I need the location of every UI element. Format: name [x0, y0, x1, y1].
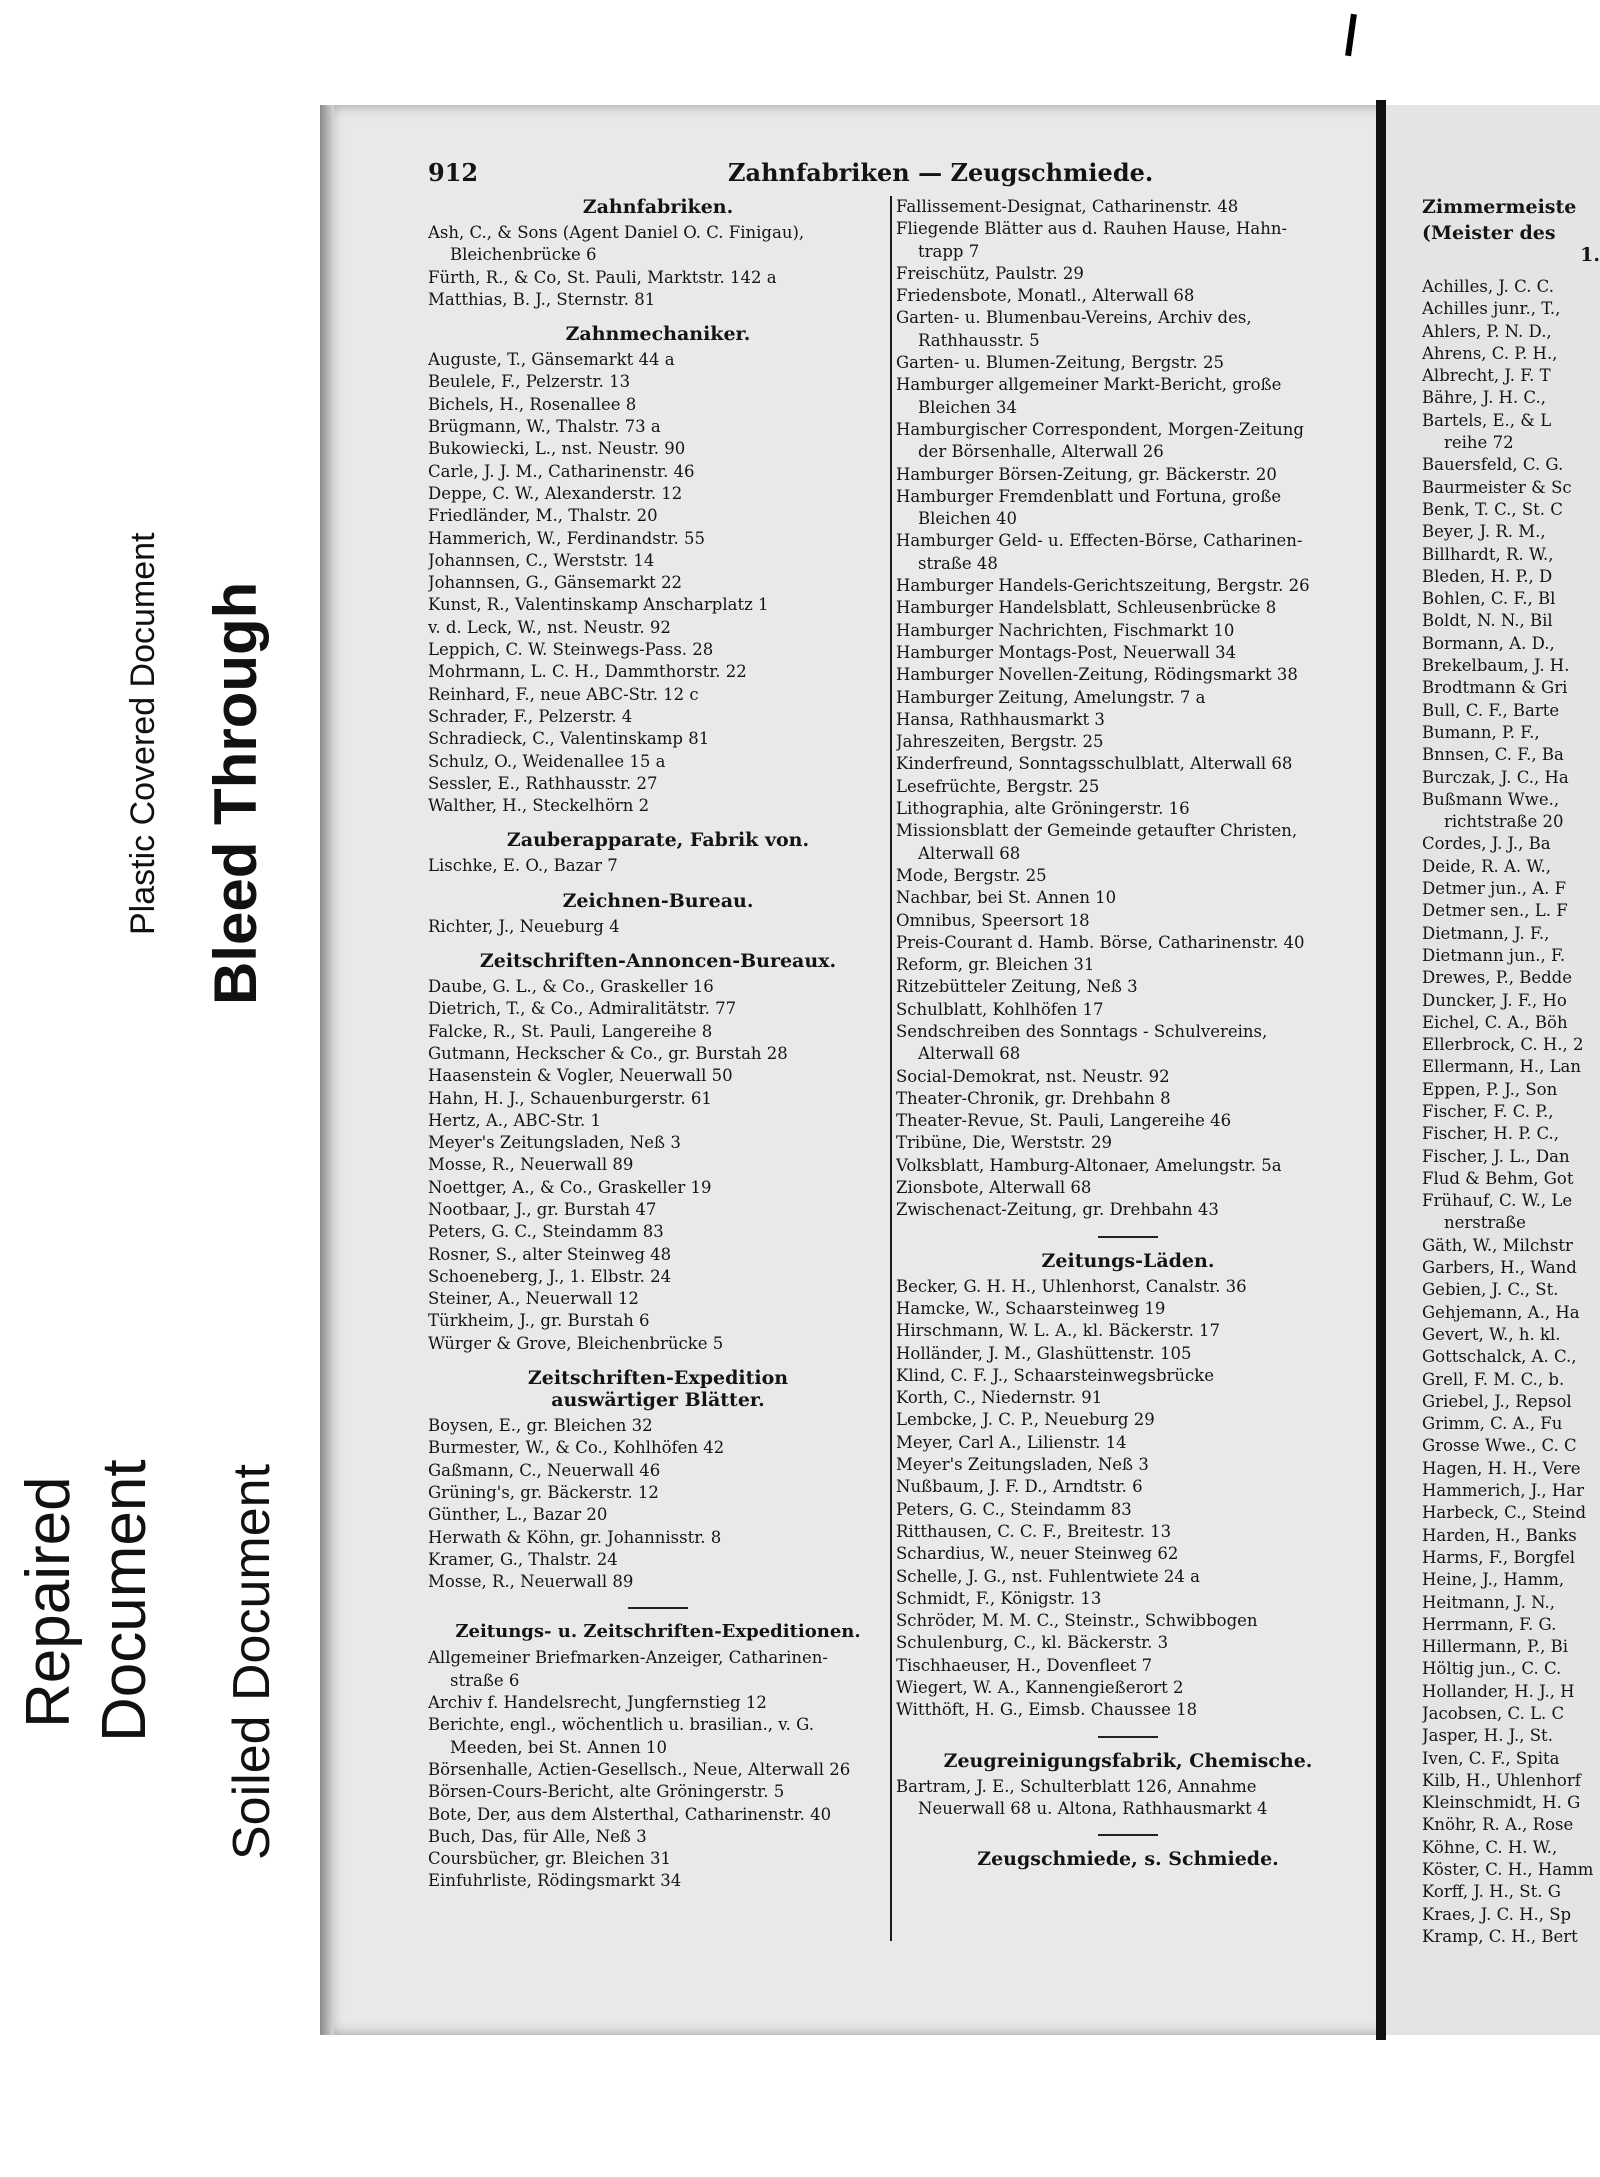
entry: Bormann, A. D., — [1422, 633, 1555, 653]
entry: Fürth, R., & Co, St. Pauli, Marktstr. 142 a — [428, 267, 777, 287]
entry: Bote, Der, aus dem Alsterthal, Catharinenstr. 40 — [428, 1804, 832, 1824]
entry: Hamburger Fremdenblatt und Fortuna, große — [896, 486, 1282, 506]
section-heading: (Meister des — [1422, 222, 1556, 244]
middle-column — [896, 196, 1360, 1956]
entry: Boysen, E., gr. Bleichen 32 — [428, 1416, 653, 1436]
entry: Dietmann jun., F. — [1422, 945, 1566, 965]
entry: Schulenburg, C., kl. Bäckerstr. 3 — [896, 1633, 1169, 1653]
repaired-label-line1: Repaired — [14, 1476, 83, 1728]
entry: Schardius, W., neuer Steinweg 62 — [896, 1544, 1179, 1564]
entry: Burmester, W., & Co., Kohlhöfen 42 — [428, 1438, 725, 1458]
entry: Becker, G. H. H., Uhlenhorst, Canalstr. 36 — [896, 1276, 1247, 1296]
entry: Bußmann Wwe., — [1422, 789, 1560, 809]
entry: Rathhausstr. 5 — [918, 330, 1040, 350]
entry: Hamcke, W., Schaarsteinweg 19 — [896, 1298, 1166, 1318]
section-heading: Zeitungs- u. Zeitschriften-Expeditionen. — [455, 1621, 861, 1643]
entry: Eppen, P. J., Son — [1422, 1079, 1558, 1099]
separator — [1098, 1736, 1158, 1738]
entry: Fliegende Blätter aus d. Rauhen Hause, Hahn- — [896, 219, 1288, 239]
entry: Frühauf, C. W., Le — [1422, 1191, 1573, 1211]
soiled-document-label: Soiled Document — [223, 1464, 281, 1860]
entry: Ellerbrock, C. H., 2 — [1422, 1035, 1584, 1055]
entry: Garten- u. Blumenbau-Vereins, Archiv des, — [896, 308, 1252, 328]
entry: Buch, Das, für Alle, Neß 3 — [428, 1826, 647, 1846]
scan-mark — [1345, 14, 1357, 56]
entry: Missionsblatt der Gemeinde getaufter Christen, — [896, 821, 1298, 841]
entry: Hagen, H. H., Vere — [1422, 1458, 1581, 1478]
entry: reihe 72 — [1444, 433, 1514, 453]
entry: Flud & Behm, Got — [1422, 1168, 1574, 1188]
entry: Johannsen, G., Gänsemarkt 22 — [428, 573, 683, 593]
entry: Bnnsen, C. F., Ba — [1422, 745, 1564, 765]
entry: Bull, C. F., Barte — [1422, 700, 1560, 720]
page-header — [428, 158, 1154, 188]
entry: Bleden, H. P., D — [1422, 566, 1553, 586]
entry: Nootbaar, J., gr. Burstah 47 — [428, 1199, 657, 1219]
entry: Meyer's Zeitungsladen, Neß 3 — [428, 1133, 681, 1153]
entry: Boldt, N. N., Bil — [1422, 611, 1553, 631]
entry: Einfuhrliste, Rödingsmarkt 34 — [428, 1871, 682, 1891]
entry: Bartels, E., & L — [1422, 410, 1552, 430]
entry: Jacobsen, C. L. C — [1422, 1704, 1565, 1723]
entry: Mosse, R., Neuerwall 89 — [428, 1572, 634, 1592]
entry: Meeden, bei St. Annen 10 — [450, 1737, 667, 1757]
entry: Tribüne, Die, Werststr. 29 — [896, 1133, 1113, 1153]
entry: Bauersfeld, C. G. — [1422, 455, 1564, 475]
section-heading: Zeugschmiede, s. Schmiede. — [977, 1848, 1279, 1871]
entry: Hamburger Novellen-Zeitung, Rödingsmarkt 38 — [896, 665, 1298, 685]
entry: Jahreszeiten, Bergstr. 25 — [896, 732, 1104, 752]
entry: richtstraße 20 — [1444, 812, 1564, 832]
entry: Kramer, G., Thalstr. 24 — [428, 1549, 618, 1569]
entry: Köhne, C. H. W., — [1422, 1837, 1558, 1857]
entry: Hahn, H. J., Schauenburgerstr. 61 — [428, 1088, 712, 1108]
entry: Beulele, F., Pelzerstr. 13 — [428, 372, 631, 392]
entry: Fischer, F. C. P., — [1422, 1101, 1554, 1121]
entry: Kinderfreund, Sonntagsschulblatt, Alterwall 68 — [896, 754, 1293, 774]
entry: Alterwall 68 — [918, 843, 1021, 863]
entry: Günther, L., Bazar 20 — [428, 1505, 608, 1525]
entry: Billhardt, R. W., — [1422, 544, 1554, 564]
entry: Eichel, C. A., Böh — [1422, 1012, 1568, 1032]
entry: Schrader, F., Pelzerstr. 4 — [428, 706, 633, 726]
entry: Türkheim, J., gr. Burstah 6 — [428, 1311, 650, 1331]
entry: nerstraße — [1444, 1213, 1526, 1233]
entry: Hertz, A., ABC-Str. 1 — [428, 1110, 602, 1130]
entry: Sendschreiben des Sonntags - Schulvereins, — [896, 1021, 1268, 1041]
entry: Kilb, H., Uhlenhorf — [1422, 1770, 1581, 1790]
entry: Kraes, J. C. H., Sp — [1422, 1904, 1572, 1924]
entry: Bartram, J. E., Schulterblatt 126, Annahme — [896, 1776, 1257, 1796]
entry: Hamburger Handels-Gerichtszeitung, Bergstr. 26 — [896, 576, 1310, 596]
entry: Drewes, P., Bedde — [1422, 968, 1572, 988]
entry: Theater-Revue, St. Pauli, Langereihe 46 — [896, 1111, 1232, 1131]
column-divider — [890, 196, 892, 1941]
entry: Gaßmann, C., Neuerwall 46 — [428, 1460, 661, 1480]
entry: Klind, C. F. J., Schaarsteinwegsbrücke — [896, 1365, 1215, 1385]
entry: Heitmann, J. N., — [1422, 1592, 1555, 1612]
entry-list — [428, 855, 888, 877]
entry: Achilles junr., T., — [1422, 299, 1561, 319]
entry: Brügmann, W., Thalstr. 73 a — [428, 417, 661, 437]
entry: Gutmann, Heckscher & Co., gr. Burstah 28 — [428, 1043, 788, 1063]
entry: Preis-Courant d. Hamb. Börse, Catharinenstr. 40 — [896, 932, 1305, 952]
entry: Bleichen 40 — [918, 509, 1017, 529]
entry: Mode, Bergstr. 25 — [896, 865, 1047, 885]
entry: Matthias, B. J., Sternstr. 81 — [428, 289, 656, 309]
entry: Daube, G. L., & Co., Graskeller 16 — [428, 977, 714, 997]
entry: Köster, C. H., Hamm — [1422, 1860, 1594, 1880]
entry: Friedländer, M., Thalstr. 20 — [428, 506, 658, 526]
entry: Alterwall 68 — [918, 1044, 1021, 1064]
entry: Detmer jun., A. F — [1422, 879, 1567, 899]
entry: Nußbaum, J. F. D., Arndtstr. 6 — [896, 1477, 1143, 1497]
entry: Duncker, J. F., Ho — [1422, 990, 1567, 1010]
entry: Garbers, H., Wand — [1422, 1258, 1577, 1278]
running-title: Zahnfabriken — Zeugschmiede. — [728, 158, 1154, 187]
entry: Lithographia, alte Gröningerstr. 16 — [896, 799, 1190, 819]
entry: Hammerich, W., Ferdinandstr. 55 — [428, 528, 705, 548]
entry: Auguste, T., Gänsemarkt 44 a — [428, 350, 675, 370]
entry: Beyer, J. R. M., — [1422, 522, 1546, 542]
entry: Schelle, J. G., nst. Fuhlentwiete 24 a — [896, 1566, 1200, 1586]
entry: Holländer, J. M., Glashüttenstr. 105 — [896, 1343, 1192, 1363]
entry: Herwath & Köhn, gr. Johannisstr. 8 — [428, 1527, 722, 1547]
entry: Falcke, R., St. Pauli, Langereihe 8 — [428, 1021, 713, 1041]
entry: trapp 7 — [918, 241, 980, 261]
section-subheading: 1. — [1580, 244, 1600, 266]
entry: Ritthausen, C. C. F., Breitestr. 13 — [896, 1521, 1172, 1541]
entry: Haasenstein & Vogler, Neuerwall 50 — [428, 1066, 733, 1086]
entry: Dietmann, J. F., — [1422, 923, 1550, 943]
entry: Lischke, E. O., Bazar 7 — [428, 856, 618, 876]
entry: Bichels, H., Rosenallee 8 — [428, 394, 637, 414]
entry: Schoeneberg, J., 1. Elbstr. 24 — [428, 1266, 672, 1286]
separator — [628, 1607, 688, 1609]
entry: straße 6 — [450, 1670, 520, 1690]
entry: Friedensbote, Monatl., Alterwall 68 — [896, 286, 1195, 306]
entry: Zwischenact-Zeitung, gr. Drehbahn 43 — [896, 1200, 1219, 1220]
entry: Detmer sen., L. F — [1422, 901, 1568, 921]
entry-list — [896, 1276, 1360, 1722]
entry: Lembcke, J. C. P., Neueburg 29 — [896, 1410, 1155, 1430]
section-heading: Zeitschriften-Annoncen-Bureaux. — [479, 950, 837, 973]
entry: Social-Demokrat, nst. Neustr. 92 — [896, 1066, 1170, 1086]
entry: Noettger, A., & Co., Graskeller 19 — [428, 1177, 712, 1197]
entry: Börsenhalle, Actien-Gesellsch., Neue, Alterwall 26 — [428, 1759, 851, 1779]
section-heading: Zeichnen-Bureau. — [562, 889, 754, 912]
repaired-label-strip — [0, 1360, 170, 1780]
entry: Albrecht, J. F. T — [1422, 366, 1551, 386]
entry: Kunst, R., Valentinskamp Anscharplatz 1 — [428, 595, 769, 615]
entry: Bukowiecki, L., nst. Neustr. 90 — [428, 439, 686, 459]
entry: Fallissement-Designat, Catharinenstr. 48 — [896, 197, 1239, 216]
entry: Deppe, C. W., Alexanderstr. 12 — [428, 483, 683, 503]
entry: Richter, J., Neueburg 4 — [428, 916, 620, 936]
entry: Würger & Grove, Bleichenbrücke 5 — [428, 1333, 724, 1353]
entry: Peters, G. C., Steindamm 83 — [896, 1499, 1132, 1519]
entry: Gebien, J. C., St. — [1422, 1280, 1559, 1300]
plastic-covered-label: Plastic Covered Document — [124, 532, 162, 935]
separator — [1098, 1834, 1158, 1836]
entry: Meyer's Zeitungsladen, Neß 3 — [896, 1455, 1149, 1475]
entry: Knöhr, R. A., Rose — [1422, 1815, 1574, 1835]
entry: Meyer, Carl A., Lilienstr. 14 — [896, 1432, 1127, 1452]
entry: Schulblatt, Kohlhöfen 17 — [896, 999, 1104, 1019]
repaired-label-line2: Document — [90, 1459, 159, 1742]
entry: Achilles, J. C. C. — [1422, 277, 1554, 296]
entry: Herrmann, F. G. — [1422, 1614, 1557, 1634]
separator — [1098, 1236, 1158, 1238]
entry: Kleinschmidt, H. G — [1422, 1793, 1581, 1813]
entry: Witthöft, H. G., Eimsb. Chaussee 18 — [896, 1700, 1198, 1720]
entry: Börsen-Cours-Bericht, alte Gröningerstr. 5 — [428, 1782, 785, 1802]
entry-list — [428, 349, 888, 817]
entry: Gehjemann, A., Ha — [1422, 1302, 1580, 1322]
entry: Jasper, H. J., St. — [1422, 1726, 1553, 1746]
entry: Coursbücher, gr. Bleichen 31 — [428, 1849, 671, 1869]
entry: Omnibus, Speersort 18 — [896, 910, 1090, 930]
entry: Walther, H., Steckelhörn 2 — [428, 796, 650, 816]
page-number: 912 — [428, 158, 479, 187]
entry: Burczak, J. C., Ha — [1422, 767, 1569, 787]
entry: Tischhaeuser, H., Dovenfleet 7 — [896, 1655, 1153, 1675]
entry-list — [896, 196, 1360, 1222]
page-gutter — [1376, 100, 1386, 2040]
entry: Grimm, C. A., Fu — [1422, 1414, 1563, 1434]
entry: Sessler, E., Rathhausstr. 27 — [428, 773, 658, 793]
entry: Peters, G. C., Steindamm 83 — [428, 1222, 664, 1242]
section-heading: Zeitungs-Läden. — [1041, 1249, 1215, 1272]
entry: Brekelbaum, J. H. — [1422, 656, 1570, 676]
entry: Volksblatt, Hamburg-Altonaer, Amelungstr. 5a — [896, 1155, 1282, 1175]
plastic-label-strip — [100, 320, 190, 960]
entry: Reinhard, F., neue ABC-Str. 12 c — [428, 684, 699, 704]
entry: Theater-Chronik, gr. Drehbahn 8 — [896, 1088, 1171, 1108]
entry: Harms, F., Borgfel — [1422, 1547, 1575, 1567]
entry: Hamburger Montags-Post, Neuerwall 34 — [896, 642, 1237, 662]
entry: v. d. Leck, W., nst. Neustr. 92 — [428, 617, 671, 637]
entry: Bohlen, C. F., Bl — [1422, 589, 1556, 609]
entry: Wiegert, W. A., Kannengießerort 2 — [896, 1678, 1184, 1697]
entry: Carle, J. J. M., Catharinenstr. 46 — [428, 461, 695, 481]
entry: Ash, C., & Sons (Agent Daniel O. C. Finigau), — [428, 223, 805, 242]
entry: Dietrich, T., & Co., Admiralitätstr. 77 — [428, 999, 737, 1019]
entry: Zionsbote, Alterwall 68 — [896, 1178, 1092, 1198]
entry: Fischer, J. L., Dan — [1422, 1146, 1570, 1166]
entry: Berichte, engl., wöchentlich u. brasilian., v. G. — [428, 1715, 814, 1735]
section-heading: Zeugreinigungsfabrik, Chemische. — [943, 1749, 1313, 1772]
entry: Freischütz, Paulstr. 29 — [896, 263, 1084, 283]
entry: Heine, J., Hamm, — [1422, 1570, 1565, 1590]
entry-list — [428, 1415, 888, 1593]
entry: Grosse Wwe., C. C — [1422, 1436, 1577, 1456]
entry: Korth, C., Niedernstr. 91 — [896, 1388, 1103, 1408]
entry: Ellermann, H., Lan — [1422, 1057, 1582, 1077]
bleed-through-label-strip — [190, 420, 300, 1040]
entry: Ritzebütteler Zeitung, Neß 3 — [896, 977, 1138, 997]
entry: Grell, F. M. C., b. — [1422, 1369, 1565, 1389]
section-heading: Zauberapparate, Fabrik von. — [506, 829, 810, 852]
soiled-label-strip — [210, 1280, 300, 1880]
entry: der Börsenhalle, Alterwall 26 — [918, 442, 1164, 462]
entry: Korff, J. H., St. G — [1422, 1882, 1561, 1902]
entry: Cordes, J. J., Ba — [1422, 834, 1551, 854]
facing-page-column — [1422, 196, 1600, 1956]
entry: Hirschmann, W. L. A., kl. Bäckerstr. 17 — [896, 1321, 1221, 1341]
entry: Hansa, Rathhausmarkt 3 — [896, 709, 1105, 729]
entry: Reform, gr. Bleichen 31 — [896, 955, 1095, 975]
entry-list — [428, 1647, 888, 1892]
entry: Johannsen, C., Werststr. 14 — [428, 550, 655, 570]
entry: Steiner, A., Neuerwall 12 — [428, 1289, 639, 1309]
entry: Gevert, W., h. kl. — [1422, 1324, 1561, 1344]
entry: Mosse, R., Neuerwall 89 — [428, 1155, 634, 1175]
entry: Ahrens, C. P. H., — [1422, 343, 1558, 363]
entry: Bähre, J. H. C., — [1422, 388, 1546, 408]
entry: Brodtmann & Gri — [1422, 678, 1568, 698]
entry: Hollander, H. J., H — [1422, 1681, 1575, 1701]
entry: Hamburger Handelsblatt, Schleusenbrücke 8 — [896, 598, 1277, 618]
entry: Höltig jun., C. C. — [1422, 1659, 1562, 1679]
entry: Bleichen 34 — [918, 397, 1017, 417]
entry: straße 48 — [918, 553, 998, 573]
entry: Gäth, W., Milchstr — [1422, 1235, 1573, 1255]
entry: Allgemeiner Briefmarken-Anzeiger, Catharinen- — [428, 1648, 828, 1668]
entry: Hammerich, J., Har — [1422, 1481, 1584, 1501]
entry: Schmidt, F., Königstr. 13 — [896, 1588, 1102, 1608]
entry-list — [1422, 276, 1600, 1948]
entry: Garten- u. Blumen-Zeitung, Bergstr. 25 — [896, 353, 1224, 373]
entry: Lesefrüchte, Bergstr. 25 — [896, 776, 1100, 796]
entry: Archiv f. Handelsrecht, Jungfernstieg 12 — [428, 1693, 767, 1713]
section-heading: Zimmermeiste — [1422, 196, 1577, 218]
entry: Harbeck, C., Steind — [1422, 1503, 1587, 1523]
section-heading: auswärtiger Blätter. — [551, 1389, 765, 1412]
entry: Hamburgischer Correspondent, Morgen-Zeitung — [896, 419, 1304, 439]
entry: Mohrmann, L. C. H., Dammthorstr. 22 — [428, 662, 747, 682]
section-heading: Zeitschriften-Expedition — [527, 1367, 789, 1390]
entry: Bleichenbrücke 6 — [450, 245, 597, 265]
entry: Iven, C. F., Spita — [1422, 1748, 1560, 1768]
entry: Kramp, C. H., Bert — [1422, 1926, 1578, 1946]
left-column — [428, 196, 888, 1956]
entry-list — [428, 916, 888, 938]
entry: Hillermann, P., Bi — [1422, 1637, 1568, 1657]
section-heading: Zahnmechaniker. — [565, 323, 751, 346]
entry: Baurmeister & Sc — [1422, 477, 1572, 497]
entry: Rosner, S., alter Steinweg 48 — [428, 1244, 672, 1264]
entry: Fischer, H. P. C., — [1422, 1124, 1560, 1144]
entry: Schulz, O., Weidenallee 15 a — [428, 751, 666, 771]
entry: Deide, R. A. W., — [1422, 856, 1551, 876]
entry: Schradieck, C., Valentinskamp 81 — [428, 729, 710, 749]
entry: Griebel, J., Repsol — [1422, 1391, 1572, 1411]
entry: Grüning's, gr. Bäckerstr. 12 — [428, 1482, 659, 1502]
entry: Ahlers, P. N. D., — [1422, 321, 1552, 341]
entry: Leppich, C. W. Steinwegs-Pass. 28 — [428, 640, 714, 660]
entry: Hamburger Börsen-Zeitung, gr. Bäckerstr. 20 — [896, 464, 1277, 484]
entry: Schröder, M. M. C., Steinstr., Schwibbogen — [896, 1611, 1258, 1631]
entry: Hamburger Zeitung, Amelungstr. 7 a — [896, 687, 1206, 707]
entry: Hamburger Nachrichten, Fischmarkt 10 — [896, 620, 1235, 640]
entry: Nachbar, bei St. Annen 10 — [896, 888, 1117, 908]
entry: Hamburger allgemeiner Markt-Bericht, große — [896, 375, 1282, 395]
section-heading: Zahnfabriken. — [582, 196, 734, 218]
entry: Gottschalck, A. C., — [1422, 1347, 1577, 1367]
entry: Benk, T. C., St. C — [1422, 499, 1563, 519]
entry-list — [428, 976, 888, 1355]
entry: Harden, H., Banks — [1422, 1525, 1577, 1545]
bleed-through-label: Bleed Through — [202, 581, 269, 1005]
entry: Neuerwall 68 u. Altona, Rathhausmarkt 4 — [918, 1798, 1268, 1818]
entry: Hamburger Geld- u. Effecten-Börse, Catharinen- — [896, 531, 1303, 551]
entry-list — [896, 1776, 1360, 1821]
entry: Bumann, P. F., — [1422, 722, 1540, 742]
